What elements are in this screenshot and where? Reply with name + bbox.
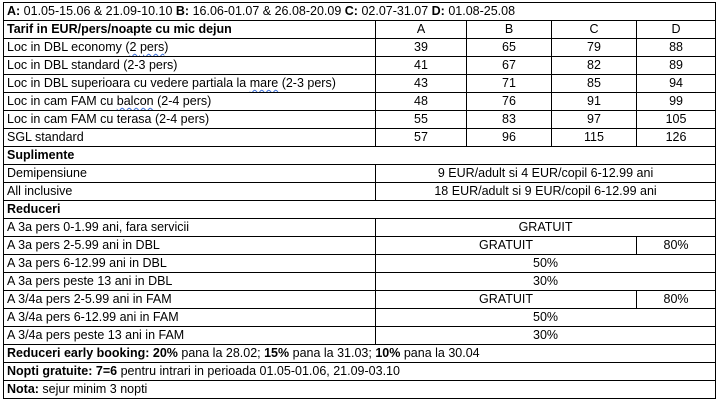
supplement-label: All inclusive — [4, 183, 376, 201]
free-nights-note: Nopti gratuite: 7=6 pentru intrari in perioada 01.05-01.06, 21.09-03.10 — [4, 363, 716, 381]
price-b: 76 — [467, 93, 552, 111]
minimum-stay-row — [4, 381, 716, 399]
supplement-value: 18 EUR/adult si 9 EUR/copil 6-12.99 ani — [376, 183, 716, 201]
tariff-row — [4, 111, 716, 129]
price-a: 57 — [376, 129, 467, 147]
price-a: 43 — [376, 75, 467, 93]
reduction-row — [4, 237, 716, 255]
price-a: 48 — [376, 93, 467, 111]
reduction-value: GRATUIT — [376, 291, 637, 309]
periods-row — [4, 3, 716, 21]
period-b-dates: 16.06-01.07 & 26.08-20.09 — [189, 4, 345, 18]
reduction-label: A 3/4a pers 6-12.99 ani in FAM — [4, 309, 376, 327]
price-d: 99 — [637, 93, 716, 111]
supplement-value: 9 EUR/adult si 4 EUR/copil 6-12.99 ani — [376, 165, 716, 183]
reduction-label: A 3a pers 2-5.99 ani in DBL — [4, 237, 376, 255]
reduction-row — [4, 273, 716, 291]
period-b-key: B: — [175, 4, 190, 18]
period-c-key: C: — [344, 4, 358, 18]
price-d: 105 — [637, 111, 716, 129]
early-booking-note: Reduceri early booking: 20% pana la 28.02; 15% pana la 31.03; 10% pana la 30.04 — [4, 345, 716, 363]
room-type-label: SGL standard — [4, 129, 376, 147]
price-d: 89 — [637, 57, 716, 75]
price-d: 126 — [637, 129, 716, 147]
tariff-title: Tarif in EUR/pers/noapte cu mic dejun — [4, 21, 376, 39]
period-a-key: A: — [7, 4, 21, 18]
room-type-label: Loc in DBL economy (2 pers) — [4, 39, 376, 57]
price-c: 91 — [552, 93, 637, 111]
price-c: 115 — [552, 129, 637, 147]
reduction-row — [4, 327, 716, 345]
price-a: 39 — [376, 39, 467, 57]
room-type-label: Loc in cam FAM cu terasa (2-4 pers) — [4, 111, 376, 129]
supplement-row — [4, 183, 716, 201]
reduction-value: GRATUIT — [376, 219, 716, 237]
price-c: 85 — [552, 75, 637, 93]
price-c: 97 — [552, 111, 637, 129]
price-b: 65 — [467, 39, 552, 57]
free-nights-row — [4, 363, 716, 381]
reduction-row — [4, 291, 716, 309]
reduction-value: 50% — [376, 309, 716, 327]
reduction-label: A 3/4a pers 2-5.99 ani in FAM — [4, 291, 376, 309]
reduction-label: A 3a pers peste 13 ani in DBL — [4, 273, 376, 291]
supplements-title: Suplimente — [4, 147, 716, 165]
reduction-value-d: 80% — [637, 237, 716, 255]
supplement-label: Demipensiune — [4, 165, 376, 183]
col-header-b: B — [467, 21, 552, 39]
reduction-value: 30% — [376, 327, 716, 345]
price-table — [3, 2, 716, 399]
price-c: 82 — [552, 57, 637, 75]
reduction-value: 50% — [376, 255, 716, 273]
supplements-header-row — [4, 147, 716, 165]
tariff-row — [4, 57, 716, 75]
reduction-row — [4, 219, 716, 237]
price-b: 67 — [467, 57, 552, 75]
price-document — [3, 2, 715, 399]
col-header-d: D — [637, 21, 716, 39]
reduction-value-d: 80% — [637, 291, 716, 309]
tariff-row — [4, 93, 716, 111]
price-b: 71 — [467, 75, 552, 93]
room-type-label: Loc in DBL superioara cu vedere partiala la mare (2-3 pers) — [4, 75, 376, 93]
col-header-a: A — [376, 21, 467, 39]
spellcheck-mark: mare — [249, 76, 279, 90]
col-header-c: C — [552, 21, 637, 39]
reduction-row — [4, 255, 716, 273]
reduction-label: A 3a pers 0-1.99 ani, fara servicii — [4, 219, 376, 237]
period-c-dates: 02.07-31.07 — [357, 4, 432, 18]
reductions-title: Reduceri — [4, 201, 716, 219]
tariff-row — [4, 129, 716, 147]
spellcheck-mark: balcon — [116, 94, 154, 108]
price-b: 96 — [467, 129, 552, 147]
supplement-row — [4, 165, 716, 183]
tariff-header-row — [4, 21, 716, 39]
reduction-row — [4, 309, 716, 327]
price-d: 88 — [637, 39, 716, 57]
spellcheck-mark: 2 pers — [129, 40, 165, 54]
reduction-value: GRATUIT — [376, 237, 637, 255]
price-b: 83 — [467, 111, 552, 129]
reduction-label: A 3a pers 6-12.99 ani in DBL — [4, 255, 376, 273]
period-d-key: D: — [431, 4, 445, 18]
price-a: 41 — [376, 57, 467, 75]
early-booking-row — [4, 345, 716, 363]
period-a-dates: 01.05-15.06 & 21.09-10.10 — [20, 4, 176, 18]
price-a: 55 — [376, 111, 467, 129]
price-d: 94 — [637, 75, 716, 93]
price-c: 79 — [552, 39, 637, 57]
reduction-label: A 3/4a pers peste 13 ani in FAM — [4, 327, 376, 345]
room-type-label: Loc in DBL standard (2-3 pers) — [4, 57, 376, 75]
reductions-header-row — [4, 201, 716, 219]
periods-cell — [4, 3, 716, 21]
tariff-row — [4, 75, 716, 93]
tariff-row — [4, 39, 716, 57]
reduction-value: 30% — [376, 273, 716, 291]
minimum-stay-note: Nota: sejur minim 3 nopti — [4, 381, 716, 399]
room-type-label: Loc in cam FAM cu balcon (2-4 pers) — [4, 93, 376, 111]
period-d-dates: 01.08-25.08 — [444, 4, 516, 18]
